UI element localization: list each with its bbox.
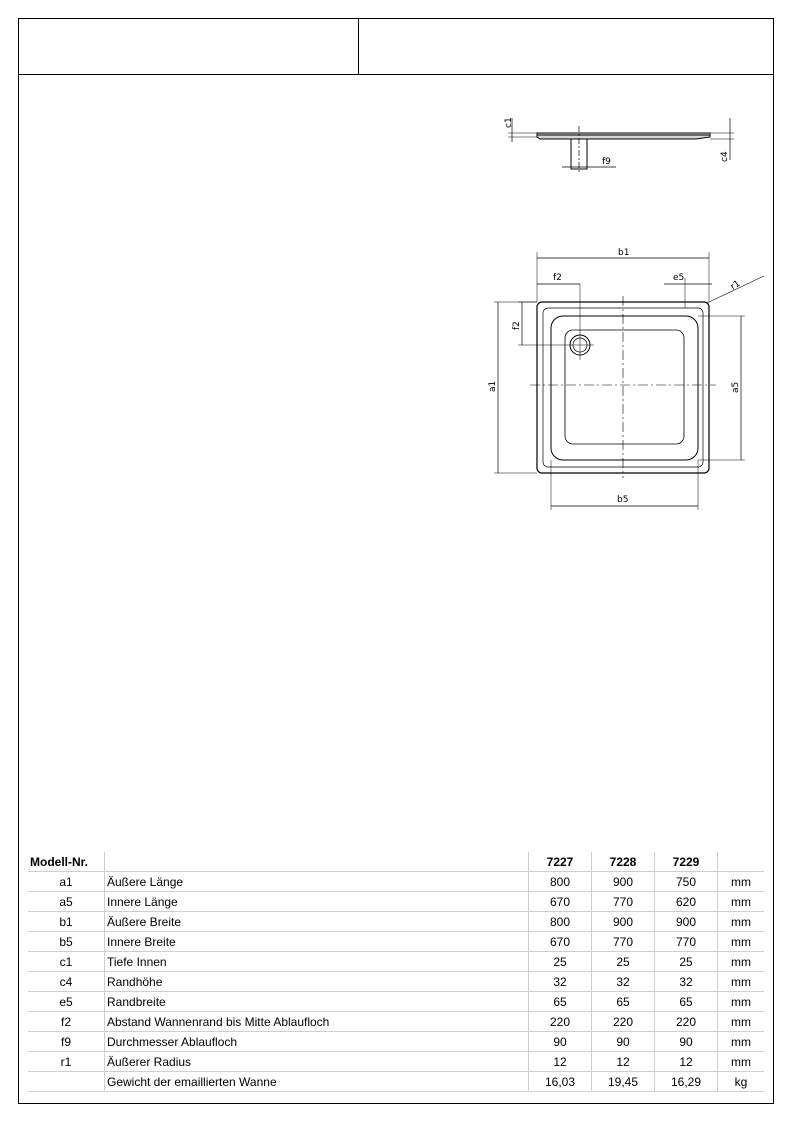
row-value-7227: 800	[529, 872, 592, 892]
row-unit: kg	[718, 1072, 765, 1092]
table-row	[28, 952, 764, 972]
row-code: r1	[28, 1052, 105, 1072]
table-row	[28, 892, 764, 912]
table-row	[28, 972, 764, 992]
row-description: Randhöhe	[105, 972, 529, 992]
header-model: 7227	[529, 852, 592, 872]
label-f2-top: f2	[553, 273, 562, 283]
row-value-7227: 16,03	[529, 1072, 592, 1092]
row-value-7229: 16,29	[655, 1072, 718, 1092]
table-row	[28, 872, 764, 892]
row-value-7227: 670	[529, 892, 592, 912]
row-value-7228: 19,45	[592, 1072, 655, 1092]
row-description: Tiefe Innen	[105, 952, 529, 972]
row-description: Innere Breite	[105, 932, 529, 952]
label-c4: c4	[720, 151, 730, 162]
label-c1: c1	[504, 117, 514, 128]
model-spec-table	[28, 852, 764, 1092]
row-value-7229: 12	[655, 1052, 718, 1072]
row-value-7228: 900	[592, 872, 655, 892]
row-code: b5	[28, 932, 105, 952]
row-unit: mm	[718, 1012, 765, 1032]
label-a1: a1	[488, 380, 498, 392]
row-description: Randbreite	[105, 992, 529, 1012]
row-unit: mm	[718, 992, 765, 1012]
row-value-7229: 770	[655, 932, 718, 952]
row-value-7227: 90	[529, 1032, 592, 1052]
label-a5: a5	[731, 381, 741, 393]
row-value-7228: 770	[592, 932, 655, 952]
row-value-7228: 90	[592, 1032, 655, 1052]
row-description: Gewicht der emaillierten Wanne	[105, 1072, 529, 1092]
row-code: f9	[28, 1032, 105, 1052]
table-row	[28, 1032, 764, 1052]
row-value-7228: 65	[592, 992, 655, 1012]
row-value-7229: 32	[655, 972, 718, 992]
label-r1: r1	[728, 278, 743, 293]
row-description: Abstand Wannenrand bis Mitte Ablaufloch	[105, 1012, 529, 1032]
row-unit: mm	[718, 932, 765, 952]
row-unit: mm	[718, 1052, 765, 1072]
label-f9: f9	[602, 157, 611, 167]
header-model: 7229	[655, 852, 718, 872]
label-b1: b1	[618, 248, 630, 258]
row-value-7227: 32	[529, 972, 592, 992]
row-unit: mm	[718, 912, 765, 932]
row-description: Äußere Breite	[105, 912, 529, 932]
row-unit: mm	[718, 952, 765, 972]
label-b5: b5	[617, 495, 629, 505]
row-value-7227: 220	[529, 1012, 592, 1032]
row-code: c1	[28, 952, 105, 972]
row-description: Äußere Länge	[105, 872, 529, 892]
row-value-7229: 220	[655, 1012, 718, 1032]
row-value-7229: 25	[655, 952, 718, 972]
row-value-7229: 90	[655, 1032, 718, 1052]
header-model-label: Modell-Nr.	[28, 852, 105, 872]
row-unit: mm	[718, 892, 765, 912]
row-value-7229: 900	[655, 912, 718, 932]
row-value-7229: 750	[655, 872, 718, 892]
row-description: Innere Länge	[105, 892, 529, 912]
row-value-7227: 12	[529, 1052, 592, 1072]
table-row	[28, 1072, 764, 1092]
row-value-7228: 25	[592, 952, 655, 972]
plan-view	[494, 252, 764, 510]
table-row	[28, 932, 764, 952]
row-unit: mm	[718, 872, 765, 892]
row-code: f2	[28, 1012, 105, 1032]
row-description: Äußerer Radius	[105, 1052, 529, 1072]
row-code	[28, 1072, 105, 1092]
row-value-7228: 32	[592, 972, 655, 992]
row-value-7227: 65	[529, 992, 592, 1012]
table-header-row	[28, 852, 764, 872]
table-row	[28, 912, 764, 932]
table-row	[28, 1012, 764, 1032]
row-code: b1	[28, 912, 105, 932]
row-value-7228: 220	[592, 1012, 655, 1032]
label-f2-side: f2	[512, 321, 522, 330]
basin-inner	[565, 330, 684, 444]
row-value-7229: 65	[655, 992, 718, 1012]
row-unit: mm	[718, 972, 765, 992]
row-code: a1	[28, 872, 105, 892]
row-code: c4	[28, 972, 105, 992]
row-value-7228: 12	[592, 1052, 655, 1072]
row-code: e5	[28, 992, 105, 1012]
row-unit: mm	[718, 1032, 765, 1052]
table-body	[28, 872, 764, 1092]
row-description: Durchmesser Ablaufloch	[105, 1032, 529, 1052]
header-model: 7228	[592, 852, 655, 872]
row-value-7227: 800	[529, 912, 592, 932]
row-value-7227: 670	[529, 932, 592, 952]
header-unit	[718, 852, 765, 872]
header-desc-blank	[105, 852, 529, 872]
table-row	[28, 992, 764, 1012]
row-value-7229: 620	[655, 892, 718, 912]
side-view	[508, 118, 734, 173]
row-value-7227: 25	[529, 952, 592, 972]
label-e5: e5	[673, 273, 685, 283]
tray-profile	[537, 133, 710, 139]
row-code: a5	[28, 892, 105, 912]
row-value-7228: 900	[592, 912, 655, 932]
table-row	[28, 1052, 764, 1072]
row-value-7228: 770	[592, 892, 655, 912]
